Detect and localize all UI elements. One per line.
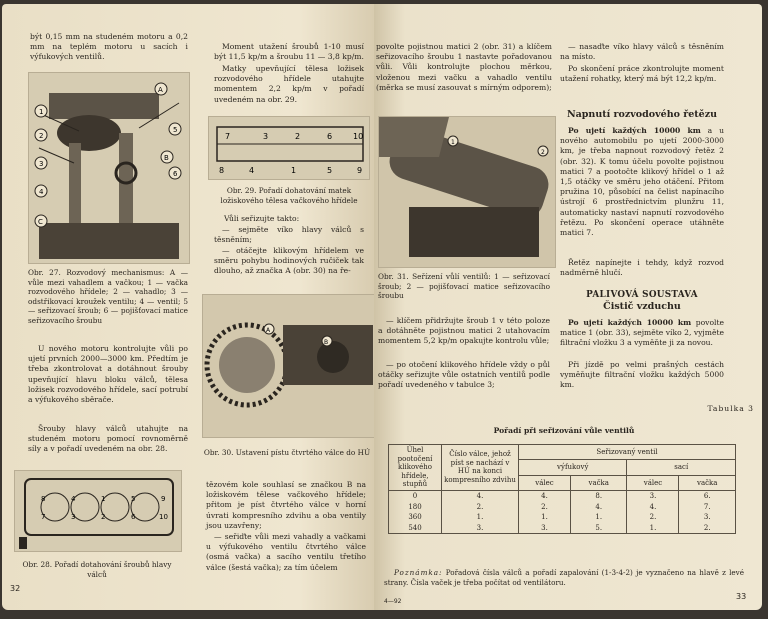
- cylinder-head-drawing: [15, 471, 181, 551]
- column-header: Úhel pootočení klikového hřídele, stupňů: [389, 445, 442, 491]
- valve-adjustment-drawing: [379, 117, 555, 267]
- table-cell: 180: [389, 502, 442, 513]
- paragraph: [560, 126, 724, 238]
- paragraph: U nového motoru kontrolujte vůli po ujetí prvních 2000—3000 km. Předtím je třeba zkontrolovat a dotáhnout šrouby upevňující hlavu bloku válců, tělesa ložisek rozvodového hřídele, sací potrubí a výfukového sběrače.: [28, 344, 188, 405]
- figure-label: 5: [173, 126, 178, 134]
- valve-adjustment-table: [388, 444, 736, 534]
- table-cell: 4.: [442, 490, 519, 501]
- paragraph: — otáčejte klikovým hřídelem ve směru pohybu hodinových ručiček tak dlouho, až značka A (obr. 30) na ře-: [214, 246, 364, 276]
- table-label: Tabulka 3: [707, 404, 754, 413]
- nut-number: 3: [263, 132, 269, 141]
- table-row: [389, 502, 736, 513]
- left-page: [2, 4, 374, 610]
- paragraph-text: povolte matice 1 (obr. 33), sejměte víko 2, vyjměte filtrační vložku 3 a vyměňte ji za novou.: [560, 318, 725, 348]
- table-cell: 3.: [442, 523, 519, 534]
- nut-number: 9: [357, 166, 363, 175]
- emphasis: Po ujetí každých 10000 km: [568, 126, 701, 135]
- bolt-number: 6: [131, 513, 136, 521]
- section-subheading: Čistič vzduchu: [603, 301, 681, 312]
- paragraph: — seřiďte vůli mezi vahadly a vačkami u výfukového ventilu čtvrtého válce (osmá vačka) a sacího ventilu třetího válce (šestá vačka); za tím účelem: [206, 532, 366, 572]
- figure-label: 1: [39, 108, 44, 116]
- figure-label: B: [324, 339, 329, 346]
- paragraph: [560, 318, 724, 349]
- table-cell: 5.: [570, 523, 627, 534]
- column-header: válec: [519, 475, 571, 490]
- table-cell: 6.: [679, 490, 736, 501]
- right-page: [374, 4, 762, 610]
- table-cell: 3.: [519, 523, 571, 534]
- figure-30-caption: Obr. 30. Ustavení pístu čtvrtého válce do HÚ: [203, 448, 371, 457]
- bolt-number: 1: [101, 495, 106, 503]
- nut-number: 5: [327, 166, 333, 175]
- nut-number: 4: [249, 166, 255, 175]
- figure-29-bearing-housing: [208, 116, 370, 180]
- figure-27-valve-mechanism: [28, 72, 190, 264]
- figure-30-timing-marks: [202, 294, 374, 438]
- paragraph-text: a u nového automobilu po ujetí 2000-3000 km, je třeba napnout rozvodový řetěz 2 (obr. 32). K tomu účelu povolte pojistnou matici 7 a pootočte klikový hřídel o 1 až 1,5 otáčky ve směru jeho otáčení. Přitom pružina 10, působící na čelist napínacího ústrojí 6 prostřednictvím plunžru 11, automaticky nastaví napnutí rozvodového řetězu. Po skončení operace utáhněte matici 7.: [560, 126, 725, 238]
- figure-27-caption: Obr. 27. Rozvodový mechanismus: A — vůle mezi vahadlem a vačkou; 1 — vačka rozvodového hřídele; 2 — vahadlo; 3 — odstřikovací kroužek ventilu; 4 — ventil; 5 — seřizovací šroub; 6 — pojišťovací matice seřizovacího šroubu: [28, 268, 188, 325]
- paragraph: Po skončení práce zkontrolujte moment utažení rohatky, který má být 12,2 kp/m.: [560, 64, 724, 84]
- figure-label: 6: [173, 170, 178, 178]
- nut-number: 6: [327, 132, 333, 141]
- column-header: Číslo válce, jehož píst se nachází v HÚ na konci kompresního zdvihu: [442, 445, 519, 491]
- table-cell: 4.: [519, 490, 571, 501]
- table-cell: 7.: [679, 502, 736, 513]
- figure-label: B: [164, 154, 169, 162]
- table-cell: 3.: [679, 512, 736, 523]
- footer-mark: 4—92: [384, 598, 402, 605]
- bolt-number: 5: [131, 495, 136, 503]
- column-header: vačka: [570, 475, 627, 490]
- table-cell: 1.: [519, 512, 571, 523]
- nut-number: 8: [219, 166, 225, 175]
- paragraph: povolte pojistnou matici 2 (obr. 31) a klíčem seřizovacího šroubu 1 nastavte pořadovanou vůli. Vůli kontrolujte plochou měrkou, vloženou mezi vačku a vahadlo ventilu (měrka se musí zasouvat s mírným odporem);: [376, 42, 552, 92]
- column-header: sací: [627, 460, 736, 475]
- figure-label: 4: [39, 188, 44, 196]
- nut-number: 10: [353, 132, 364, 141]
- emphasis: Po ujetí každých 10000 km: [568, 318, 692, 327]
- table-cell: 1.: [442, 512, 519, 523]
- column-header: vačka: [679, 475, 736, 490]
- timing-marks-drawing: [203, 295, 374, 437]
- table-cell: 0: [389, 490, 442, 501]
- section-heading: Napnutí rozvodového řetězu: [566, 109, 718, 120]
- paragraph: být 0,15 mm na studeném motoru a 0,2 mm na teplém motoru u sacích i výfukových ventilů.: [30, 32, 188, 62]
- figure-label: C: [38, 218, 43, 226]
- table-note: [384, 568, 744, 588]
- figure-label: 3: [39, 160, 44, 168]
- paragraph: — sejměte víko hlavy válců s těsněním;: [214, 225, 364, 245]
- valve-mechanism-drawing: [29, 73, 189, 263]
- table-cell: 4.: [627, 502, 679, 513]
- table-cell: 2.: [442, 502, 519, 513]
- paragraph: Moment utažení šroubů 1-10 musí být 11,5 kp/m a šroubu 11 — 3,8 kp/m.: [214, 42, 364, 62]
- figure-label: 2: [541, 149, 545, 156]
- bolt-number: 4: [71, 495, 76, 503]
- figure-label: A: [266, 327, 271, 334]
- paragraph: Při jízdě po velmi prašných cestách vyměňujte filtrační vložku každých 5000 km.: [560, 360, 724, 390]
- figure-31-caption: Obr. 31. Seřízení vůlí ventilů: 1 — seřizovací šroub; 2 — pojišťovací matice seřizovacího šroubu: [378, 272, 550, 301]
- paragraph: — nasaďte víko hlavy válců s těsněním na místo.: [560, 42, 724, 62]
- page-number: 32: [10, 584, 21, 593]
- paragraph: Řetěz napínejte i tehdy, když rozvod nadměrně hlučí.: [560, 258, 724, 278]
- table-cell: 3.: [627, 490, 679, 501]
- table-cell: 4.: [570, 502, 627, 513]
- bolt-number: 3: [71, 513, 76, 521]
- figure-label: 1: [451, 139, 455, 146]
- table-cell: 2.: [679, 523, 736, 534]
- bolt-number: 9: [161, 495, 166, 503]
- bolt-number: 7: [41, 513, 46, 521]
- table-cell: 2.: [519, 502, 571, 513]
- figure-31-valve-adjustment: [378, 116, 556, 268]
- nut-number: 7: [225, 132, 231, 141]
- section-heading: PALIVOVÁ SOUSTAVA: [586, 290, 698, 300]
- figure-29-caption: Obr. 29. Pořadí dohatování matek ložiskového tělesa vačkového hřídele: [220, 186, 358, 205]
- bolt-number: 10: [159, 513, 168, 521]
- bolt-number: 2: [101, 513, 106, 521]
- column-header: válec: [627, 475, 679, 490]
- table-cell: 8.: [570, 490, 627, 501]
- bearing-housing-drawing: [209, 117, 369, 179]
- table-cell: 360: [389, 512, 442, 523]
- figure-28-cylinder-head: [14, 470, 182, 552]
- table-cell: 1.: [570, 512, 627, 523]
- table-row: [389, 523, 736, 534]
- paragraph: Matky upevňující tělesa ložisek rozvodového hřídele utahujte momentem 2,2 kp/m v pořadí uvedeném na obr. 29.: [214, 64, 364, 104]
- table-cell: 2.: [627, 512, 679, 523]
- column-header: výfukový: [519, 460, 627, 475]
- table-cell: 1.: [627, 523, 679, 534]
- paragraph: tězovém kole souhlasí se značkou B na ložiskovém tělese vačkového hřídele; přitom je píst čtvrtého válce v horní úvrati kompresního zdvihu a oba ventily jsou uzavřeny;: [206, 480, 366, 530]
- table-cell: 540: [389, 523, 442, 534]
- nut-number: 1: [291, 166, 297, 175]
- figure-label: A: [158, 86, 163, 94]
- table-row: [389, 490, 736, 501]
- figure-label: 2: [39, 132, 44, 140]
- bolt-number: 8: [41, 495, 46, 503]
- note-label: Poznámka:: [394, 568, 443, 577]
- paragraph: — klíčem přidržujte šroub 1 v této poloze a dotáhněte pojistnou matici 2 utahovacím momentem 5,2 kp/m opakujte kontrolu vůle;: [378, 316, 550, 346]
- paragraph: — po otočení klikového hřídele vždy o půl otáčky seřizujte vůle ostatních ventilů podle pořadí uvedeného v tabulce 3;: [378, 360, 550, 390]
- table-title: Pořadí při seřizování vůle ventilů: [493, 426, 635, 435]
- note-text: Pořadová čísla válců a pořadí zapalování (1-3-4-2) je vyznačeno na hlavě z levé strany. Čísla vaček je třeba počítat od ventilátoru.: [384, 568, 744, 588]
- paragraph: Šrouby hlavy válců utahujte na studeném motoru pomocí rovnoměrně síly a v pořadí uvedeném na obr. 28.: [28, 424, 188, 454]
- nut-number: 2: [295, 132, 301, 141]
- page-number: 33: [736, 592, 747, 601]
- table-row: [389, 512, 736, 523]
- figure-28-caption: Obr. 28. Pořadí dotahování šroubů hlavy válců: [22, 560, 172, 579]
- paragraph: Vůli seřizujte takto:: [224, 214, 300, 223]
- column-header: Seřizovaný ventil: [519, 445, 736, 460]
